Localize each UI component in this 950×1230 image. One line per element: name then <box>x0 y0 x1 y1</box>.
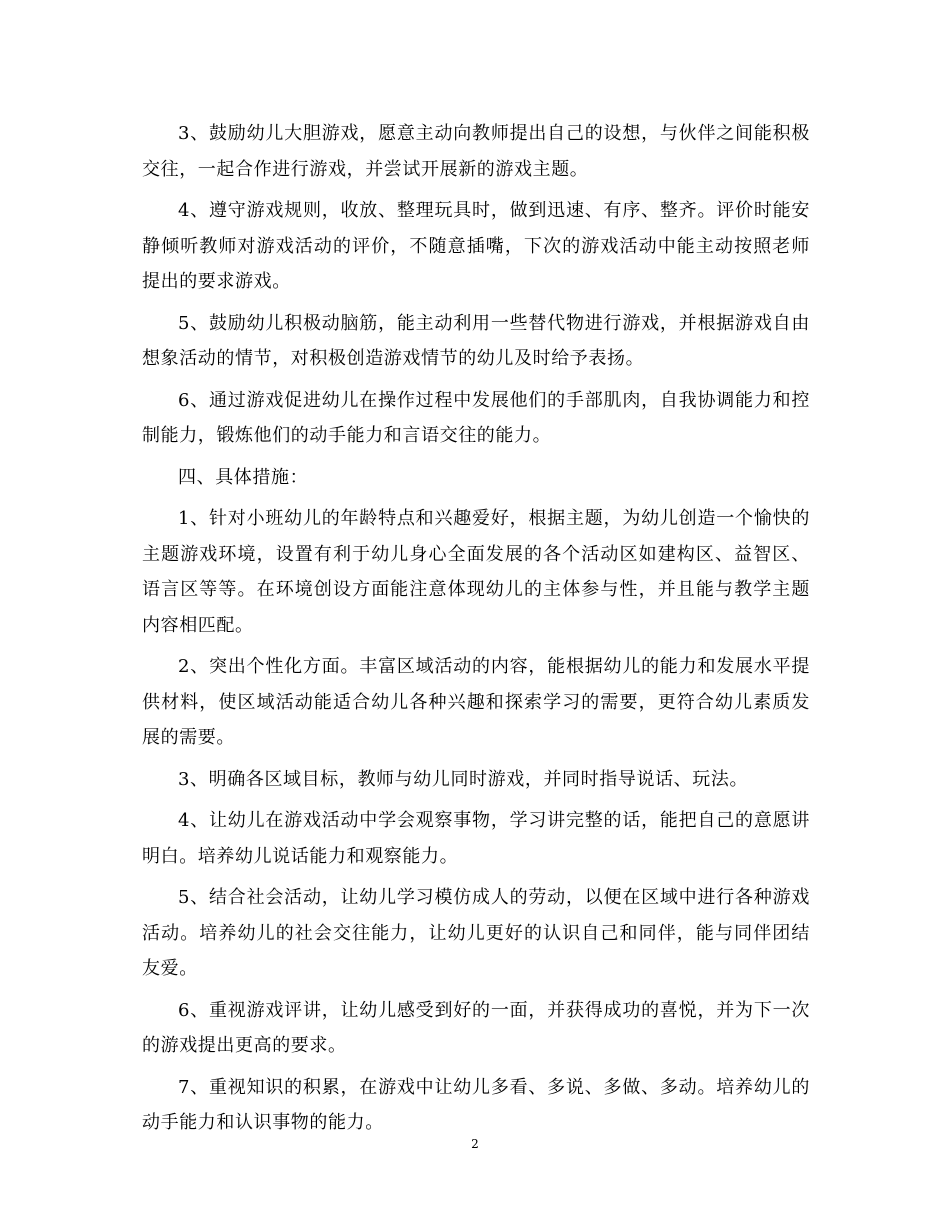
section-heading-measures: 四、具体措施： <box>178 466 309 488</box>
paragraph-measure-1: 1、针对小班幼儿的年龄特点和兴趣爱好，根据主题，为幼儿创造一个愉快的主题游戏环境，设置有利于幼儿身心全面发展的各个活动区如建构区、益智区、语言区等等。在环境创设方面能注意体现幼儿的主体参与性，并且能与教学主题内容相匹配。 <box>142 508 810 636</box>
paragraph-measure-3: 3、明确各区域目标，教师与幼儿同时游戏，并同时指导说话、玩法。 <box>178 768 749 790</box>
paragraph-goal-3: 3、鼓励幼儿大胆游戏，愿意主动向教师提出自己的设想，与伙伴之间能积极交往，一起合作进行游戏，并尝试开展新的游戏主题。 <box>142 123 810 180</box>
paragraph-goal-5: 5、鼓励幼儿积极动脑筋，能主动利用一些替代物进行游戏，并根据游戏自由想象活动的情节，对积极创造游戏情节的幼儿及时给予表扬。 <box>142 312 810 369</box>
paragraph-measure-7: 7、重视知识的积累，在游戏中让幼儿多看、多说、多做、多动。培养幼儿的动手能力和认识事物的能力。 <box>142 1076 810 1133</box>
paragraph-goal-4: 4、遵守游戏规则，收放、整理玩具时，做到迅速、有序、整齐。评价时能安静倾听教师对游戏活动的评价，不随意插嘴，下次的游戏活动中能主动按照老师提出的要求游戏。 <box>142 200 810 292</box>
document-body <box>142 116 810 1147</box>
paragraph-measure-4: 4、让幼儿在游戏活动中学会观察事物，学习讲完整的话，能把自己的意愿讲明白。培养幼儿说话能力和观察能力。 <box>142 810 810 867</box>
paragraph-measure-6: 6、重视游戏评讲，让幼儿感受到好的一面，并获得成功的喜悦，并为下一次的游戏提出更高的要求。 <box>142 999 810 1056</box>
page-number: 2 <box>471 1137 479 1151</box>
paragraph-measure-5: 5、结合社会活动，让幼儿学习模仿成人的劳动，以便在区域中进行各种游戏活动。培养幼儿的社会交往能力，让幼儿更好的认识自己和同伴，能与同伴团结友爱。 <box>142 887 810 979</box>
paragraph-goal-6: 6、通过游戏促进幼儿在操作过程中发展他们的手部肌肉，自我协调能力和控制能力，锻炼他们的动手能力和言语交往的能力。 <box>142 389 810 446</box>
paragraph-measure-2: 2、突出个性化方面。丰富区域活动的内容，能根据幼儿的能力和发展水平提供材料，使区域活动能适合幼儿各种兴趣和探索学习的需要，更符合幼儿素质发展的需要。 <box>142 656 810 748</box>
